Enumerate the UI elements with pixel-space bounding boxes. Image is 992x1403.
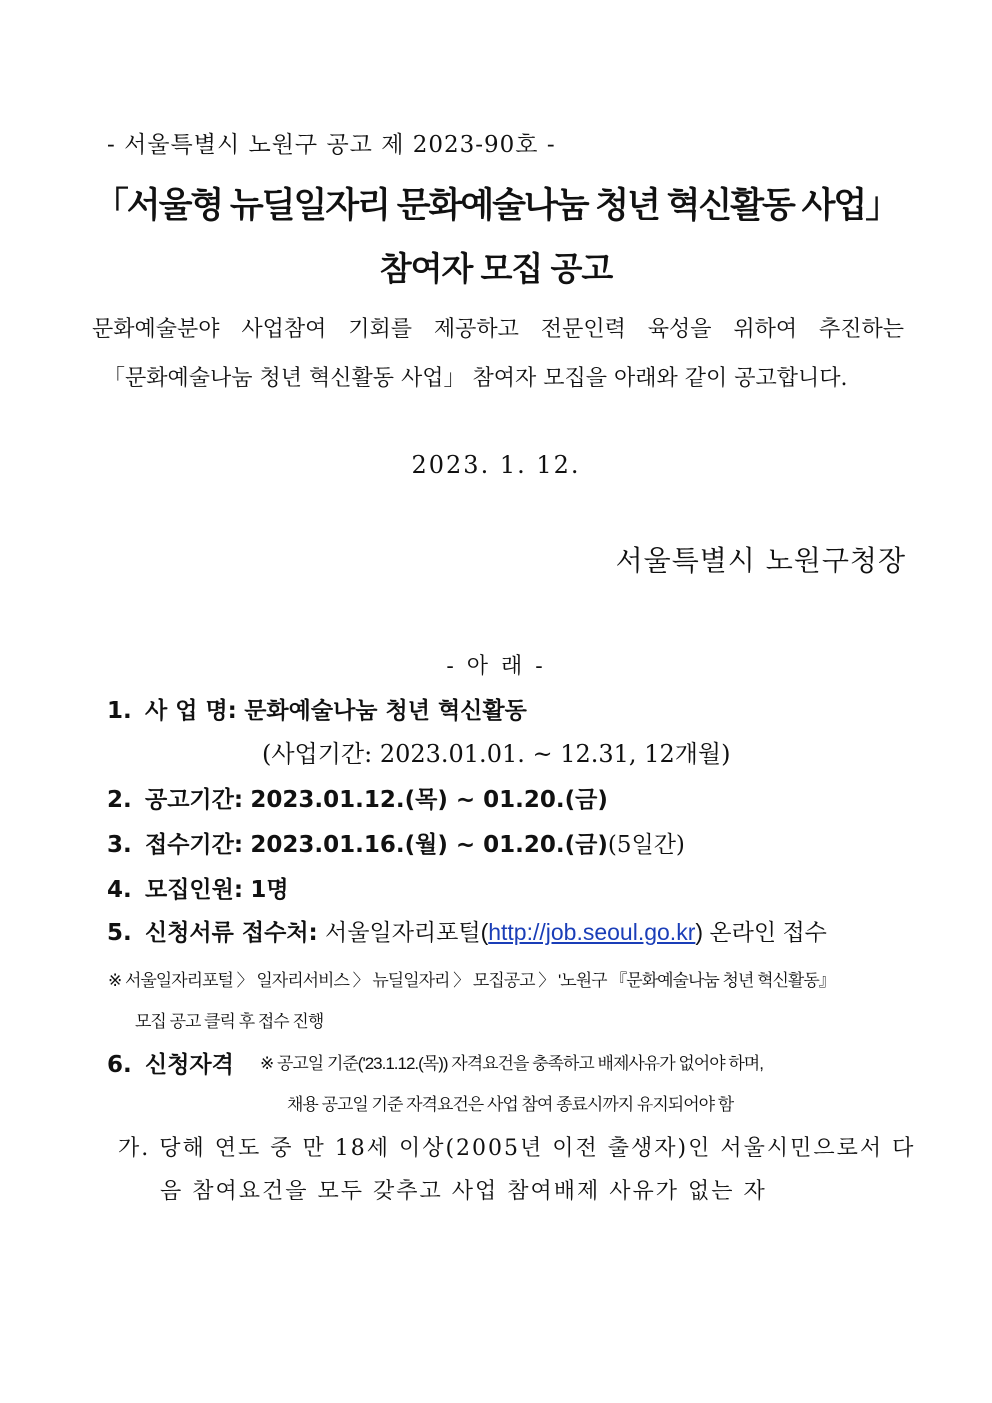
eligibility-note: ※ 공고일 기준('23.1.12.(목)) 자격요건을 충족하고 배제사유가 없어야 하며,	[260, 1054, 763, 1073]
intro-text-line-2: 「문화예술나눔 청년 혁신활동 사업」 참여자 모집을 아래와 같이 공고합니다.	[103, 366, 848, 391]
application-path-note: ※ 서울일자리포털 〉 일자리서비스 〉 뉴딜일자리 〉 모집공고 〉 '노원구 『문화예술나눔 청년 혁신활동』	[108, 971, 835, 990]
item-label: 접수기간:	[145, 832, 244, 858]
item-value: 2023.01.16.(월) ~ 01.20.(금)	[250, 832, 608, 858]
job-portal-link[interactable]: http://job.seoul.go.kr	[488, 919, 696, 945]
item-label: 모집인원:	[145, 877, 244, 903]
item-number: 5.	[107, 920, 132, 946]
item-extra: (5일간)	[607, 832, 685, 858]
item-value: 문화예술나눔 청년 혁신활동	[244, 698, 527, 724]
item-number: 3.	[107, 832, 132, 858]
item-application-period	[107, 826, 685, 859]
details-heading: - 아 래 -	[446, 654, 546, 679]
notice-date: 2023. 1. 12.	[411, 451, 581, 479]
item-value-prefix: 서울일자리포털(	[325, 919, 489, 945]
item-notice-period	[107, 781, 608, 814]
intro-text-line-1: 문화예술분야 사업참여 기회를 제공하고 전문인력 육성을 위하여 추진하는	[92, 317, 904, 342]
item-value: 1명	[250, 877, 289, 903]
application-path-note-cont: 모집 공고 클릭 후 접수 진행	[135, 1012, 324, 1031]
item-number: 1.	[107, 698, 132, 724]
item-value: 2023.01.12.(목) ~ 01.20.(금)	[250, 787, 608, 813]
notice-number: - 서울특별시 노원구 공고 제 2023-90호 -	[107, 132, 556, 158]
item-recruit-count	[107, 871, 289, 904]
item-number: 6.	[107, 1052, 132, 1078]
issuer-name: 서울특별시 노원구청장	[615, 544, 906, 577]
item-number: 4.	[107, 877, 132, 903]
page-subtitle: 참여자 모집 공고	[379, 250, 613, 287]
eligibility-note-cont: 채용 공고일 기준 자격요건은 사업 참여 종료시까지 유지되어야 함	[287, 1095, 734, 1114]
item-value-suffix: ) 온라인 접수	[695, 919, 827, 945]
page-title: 「서울형 뉴딜일자리 문화예술나눔 청년 혁신활동 사업」	[93, 186, 899, 225]
eligibility-sub-item-a-cont: 음 참여요건을 모두 갖추고 사업 참여배제 사유가 없는 자	[160, 1179, 767, 1204]
item-label: 신청서류 접수처:	[145, 920, 318, 946]
item-label: 신청자격	[145, 1052, 234, 1078]
item-eligibility	[107, 1046, 234, 1079]
item-application-office	[107, 914, 827, 947]
item-label: 공고기간:	[145, 787, 244, 813]
eligibility-sub-item-a: 가. 당해 연도 중 만 18세 이상(2005년 이전 출생자)인 서울시민으로서 다	[118, 1136, 916, 1161]
item-number: 2.	[107, 787, 132, 813]
item-business-name	[107, 692, 527, 725]
item-label: 사 업 명:	[145, 698, 237, 724]
business-period: (사업기간: 2023.01.01. ~ 12.31, 12개월)	[262, 740, 731, 768]
